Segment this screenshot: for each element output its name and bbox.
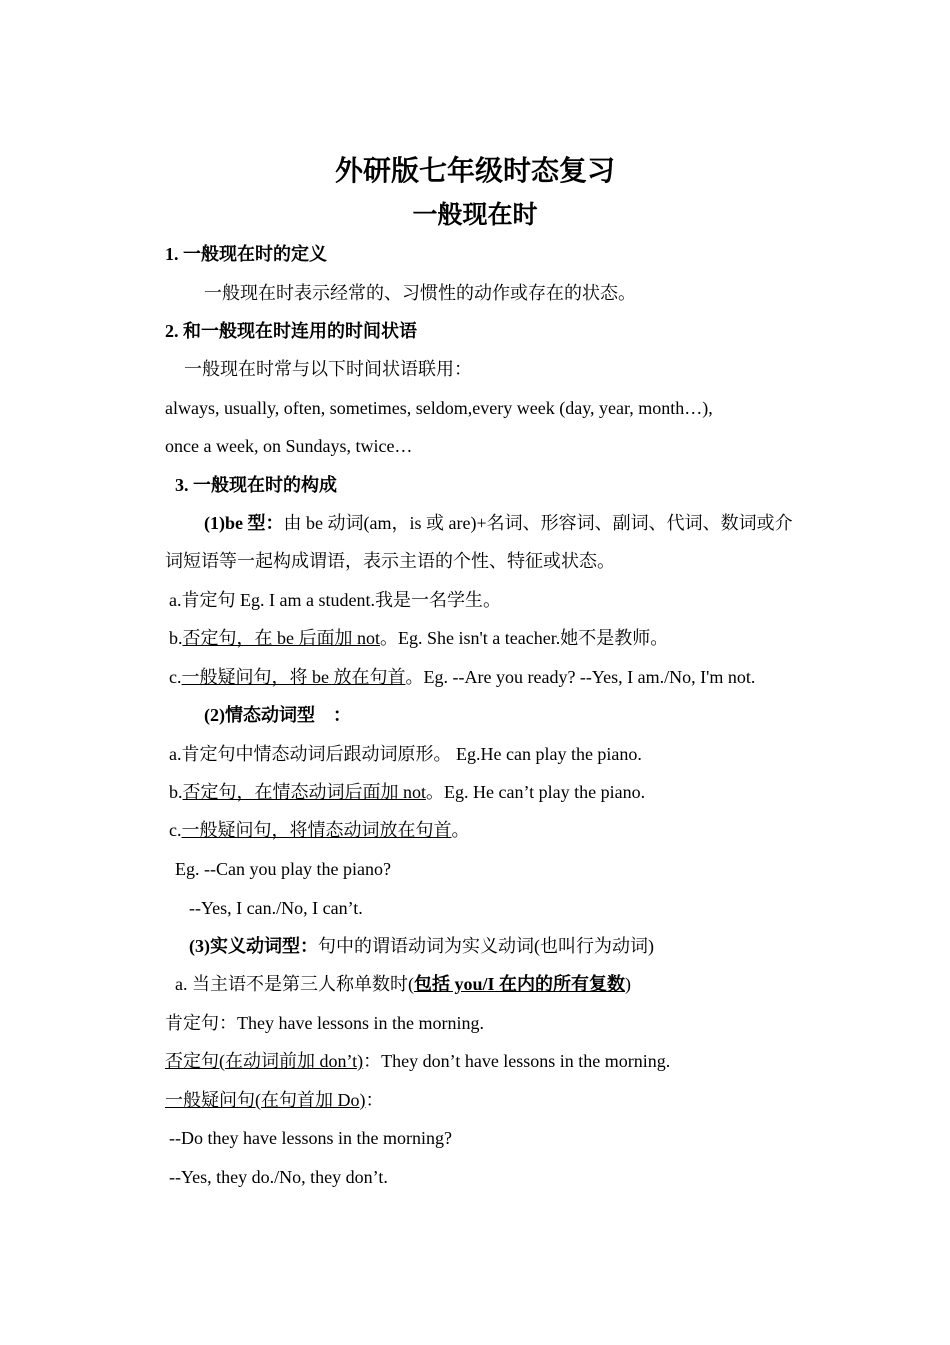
be-negative-prefix: b. [169,628,183,648]
verb-type-label: (3)实义动词型： [189,936,318,956]
verb-case-a-prefix: a. 当主语不是第三人称单数时( [175,974,414,994]
verb-negative-rule: 否定句(在动词前加 don’t) [165,1051,364,1071]
be-negative [169,626,809,650]
be-question-prefix: c. [169,667,182,687]
modal-question-rule: 一般疑问句，将情态动词放在句首 [181,820,452,840]
modal-example-question: Eg. --Can you play the piano? [175,859,391,879]
modal-type-label: (2)情态动词型 ： [204,705,351,725]
verb-type-paragraph [189,934,829,958]
section-3-heading: 3. 一般现在时的构成 [175,475,337,495]
time-adverbials-line-1: always, usually, often, sometimes, seldom,every week (day, year, month…), [165,398,713,418]
verb-question-colon: ： [365,1090,384,1110]
modal-question-prefix: c. [169,820,182,840]
modal-negative [169,780,809,804]
section-1-heading: 1. 一般现在时的定义 [165,244,327,264]
be-affirmative: a.肯定句 Eg. I am a student.我是一名学生。 [169,590,501,610]
verb-type-text: 句中的谓语动词为实义动词(也叫行为动词) [318,936,654,956]
verb-case-a [175,972,815,996]
be-negative-example: 。Eg. She isn't a teacher.她不是教师。 [380,628,669,648]
definition-text: 一般现在时表示经常的、习惯性的动作或存在的状态。 [204,283,636,303]
modal-negative-rule: 否定句，在情态动词后面加 not [182,782,426,802]
modal-question [169,818,809,842]
be-type-text-cont: 词短语等一起构成谓语，表示主语的个性、特征或状态。 [165,551,615,571]
section-2-heading: 2. 和一般现在时连用的时间状语 [165,321,417,341]
be-type-text: 由 be 动词(am，is 或 are)+名词、形容词、副词、代词、数词或介 [283,513,793,533]
verb-affirmative: 肯定句：They have lessons in the morning. [165,1013,484,1033]
modal-negative-example: 。Eg. He can’t play the piano. [426,782,646,802]
be-question-example: 。Eg. --Are you ready? --Yes, I am./No, I'm not. [405,667,756,687]
time-adverbials-line-2: once a week, on Sundays, twice… [165,436,413,456]
be-question-rule: 一般疑问句，将 be 放在句首 [181,667,406,687]
verb-case-a-suffix: ) [625,974,632,994]
verb-question [165,1088,805,1112]
modal-question-end: 。 [451,820,470,840]
verb-example-question: --Do they have lessons in the morning? [169,1128,452,1148]
document-subtitle: 一般现在时 [412,202,538,229]
verb-negative [165,1049,805,1073]
verb-negative-example: ：They don’t have lessons in the morning. [363,1051,671,1071]
be-type-label: (1)be 型： [204,513,284,533]
modal-affirmative: a.肯定句中情态动词后跟动词原形。 Eg.He can play the piano. [169,744,642,764]
verb-case-a-note: 包括 you/I 在内的所有复数 [413,974,626,994]
time-adverbials-intro: 一般现在时常与以下时间状语联用： [184,359,472,379]
be-negative-rule: 否定句，在 be 后面加 not [182,628,380,648]
modal-example-answer: --Yes, I can./No, I can’t. [189,898,363,918]
be-type-paragraph [204,511,844,535]
verb-question-rule: 一般疑问句(在句首加 Do) [165,1090,366,1110]
modal-negative-prefix: b. [169,782,183,802]
be-question [169,665,809,689]
document-title: 外研版七年级时态复习 [334,156,615,187]
verb-example-answer: --Yes, they do./No, they don’t. [169,1167,388,1187]
